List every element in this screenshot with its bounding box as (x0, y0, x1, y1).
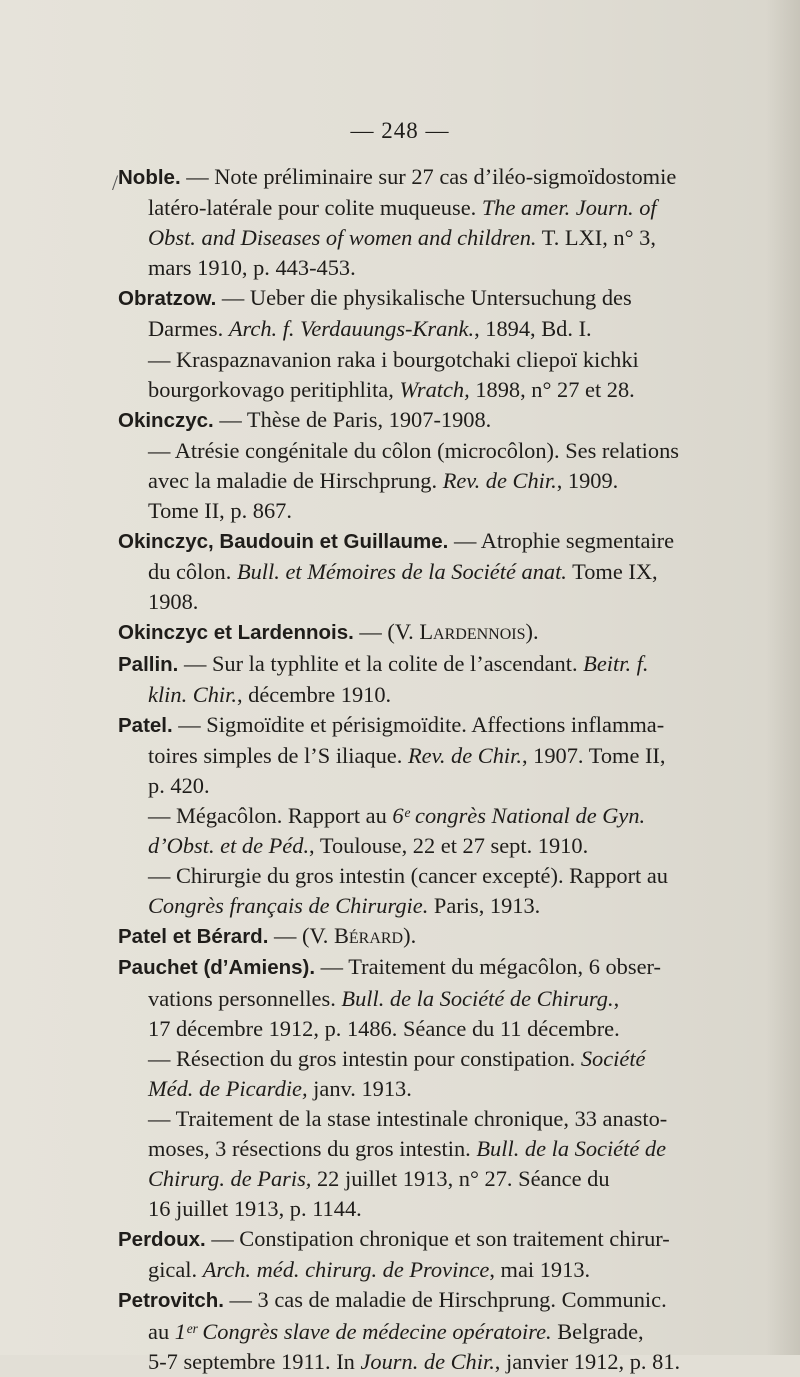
page-number: — 248 — (350, 118, 450, 143)
entry-text: , 1894, Bd. I. (474, 316, 592, 342)
entry-continuation-line (118, 1255, 758, 1285)
author-name: Noble. (118, 166, 181, 189)
entry-text: au (148, 1318, 175, 1344)
entry-text: 17 décembre 1912, p. 1486. Séance du 11 décembre. (148, 1015, 620, 1041)
italic-title: Rev. de Chir. (407, 742, 522, 768)
entry-text: Belgrade, (551, 1318, 644, 1344)
entry-continuation-line (118, 1104, 758, 1134)
margin-pencil-mark: / (112, 170, 119, 195)
entry-text: p. 420. (148, 772, 210, 798)
entry-continuation-line (118, 1347, 758, 1377)
entry-text: 1898, n° 27 et 28. (469, 376, 635, 402)
entry-continuation-line (118, 984, 758, 1014)
entry-continuation-line (118, 466, 758, 496)
entry-continuation-line (118, 1164, 758, 1194)
entry-text: latéro-latérale pour colite muqueuse. (148, 195, 482, 221)
entry-text: , (613, 985, 620, 1011)
italic-title: Wratch, (399, 376, 470, 402)
entry-text: 22 juillet 1913, n° 27. Séance du (311, 1166, 610, 1192)
entry-first-line (118, 1285, 758, 1316)
italic-title: 1ᵉʳ Congrès slave de médecine opératoire. (174, 1318, 552, 1344)
entry-first-line (118, 1224, 758, 1255)
entry-text: — Atrésie congénitale du côlon (microcôlon). Ses relations (148, 437, 680, 463)
italic-title: Bull. et Mémoires de la Société anat. (236, 559, 567, 585)
entry-continuation-line (118, 831, 758, 861)
entry-text: — Kraspaznavanion raka i bourgotchaki cliepoï kichki (148, 346, 639, 372)
entry-continuation-line (118, 223, 758, 253)
italic-title: The amer. Journ. of (481, 195, 657, 221)
entry-text: avec la maladie de Hirschprung. (148, 467, 443, 493)
italic-title: Journ. de Chir. (360, 1348, 495, 1374)
entry-text: 5-7 septembre 1911. In (148, 1348, 361, 1374)
cross-reference: Lardennois (419, 619, 526, 645)
entry-text: , décembre 1910. (236, 681, 392, 707)
entry-first-line (118, 283, 758, 314)
italic-title: d’Obst. et de Péd. (148, 833, 310, 859)
entry-continuation-line (118, 1194, 758, 1224)
italic-title: Arch. méd. chirurg. de Province (202, 1257, 490, 1283)
entry-first-line (118, 405, 758, 436)
cross-reference: Bérard (333, 923, 404, 949)
entry-first-line (118, 617, 758, 648)
entry-text: 16 juillet 1913, p. 1144. (148, 1196, 362, 1222)
entry-text: mars 1910, p. 443-453. (148, 255, 356, 281)
entry-continuation-line (118, 1134, 758, 1164)
italic-title: Obst. and Diseases of women and children. (148, 225, 537, 251)
entry-text: — Chirurgie du gros intestin (cancer excepté). Rapport au (148, 863, 669, 889)
author-name: Okinczyc, Baudouin et Guillaume. (118, 530, 449, 554)
entry-continuation-line (118, 557, 758, 587)
entry-text: du côlon. (148, 559, 237, 585)
entry-continuation-line (118, 253, 758, 283)
author-name: Obratzow. (118, 287, 217, 311)
entry-text: toires simples de l’S iliaque. (148, 742, 408, 768)
entry-continuation-line (118, 1317, 758, 1347)
bibliography-list (118, 162, 758, 1377)
entry-text: — Résection du gros intestin pour constipation. (148, 1045, 581, 1071)
entry-continuation-line (118, 861, 758, 891)
author-name: Pallin. (118, 652, 179, 676)
italic-title: Chirurg. de Paris, (148, 1166, 312, 1192)
entry-text: — Thèse de Paris, 1907-1908. (213, 406, 492, 432)
entry-text: Tome IX, (566, 559, 658, 585)
entry-text: 1908. (148, 589, 199, 615)
entry-first-line (118, 952, 758, 983)
entry-first-line (118, 526, 758, 557)
entry-continuation-line (118, 891, 758, 921)
entry-text: — Constipation chronique et son traitement chirur- (205, 1226, 670, 1252)
entry-text: — Ueber die physikalische Untersuchung des (216, 285, 632, 311)
entry-text: — Sur la typhlite et la colite de l’ascendant. (178, 650, 584, 676)
entry-continuation-line (118, 436, 758, 466)
entry-text: — Traitement du mégacôlon, 6 obser- (315, 954, 661, 980)
entry-text: Paris, 1913. (428, 893, 541, 919)
entry-text: — Atrophie segmentaire (448, 528, 675, 554)
entry-text: — 3 cas de maladie de Hirschprung. Communic. (223, 1287, 667, 1313)
entry-text: Darmes. (148, 316, 229, 342)
entry-continuation-line (118, 345, 758, 375)
italic-title: Rev. de Chir. (442, 467, 557, 493)
entry-first-line (118, 921, 758, 952)
entry-continuation-line (118, 801, 758, 831)
author-name: Okinczyc et Lardennois. (118, 621, 354, 645)
entry-text: , janvier 1912, p. 81. (494, 1348, 681, 1374)
author-name: Okinczyc. (118, 408, 214, 432)
entry-continuation-line (118, 1014, 758, 1044)
entry-text: moses, 3 résections du gros intestin. (148, 1136, 477, 1161)
entry-first-line (118, 162, 758, 193)
entry-continuation-line (118, 375, 758, 405)
author-name: Patel et Bérard. (118, 925, 269, 949)
author-name: Petrovitch. (118, 1289, 224, 1313)
entry-text: , Toulouse, 22 et 27 sept. 1910. (309, 833, 589, 859)
entry-first-line (118, 710, 758, 741)
author-name: Patel. (118, 713, 173, 737)
italic-title: Bull. de la Société de Chirurg. (341, 985, 614, 1011)
entry-continuation-line (118, 1074, 758, 1104)
entry-continuation-line (118, 193, 758, 223)
italic-title: Arch. f. Verdauungs-Krank. (228, 316, 475, 342)
italic-title: Beitr. f. (583, 650, 649, 676)
italic-title: 6ᵉ congrès National de Gyn. (392, 802, 646, 828)
entry-text: — (V. (268, 923, 334, 949)
italic-title: Bull. de la Société de (476, 1136, 667, 1161)
author-name: Pauchet (d’Amiens). (118, 956, 316, 980)
entry-text: ). (525, 619, 539, 645)
entry-continuation-line (118, 680, 758, 710)
author-name: Perdoux. (118, 1228, 206, 1252)
entry-text: — Sigmoïdite et périsigmoïdite. Affections inflamma- (172, 711, 665, 737)
entry-text: — Mégacôlon. Rapport au (148, 802, 393, 828)
entry-text: bourgorkovago peritiphlita, (148, 376, 400, 402)
entry-text: , 1907. Tome II, (521, 742, 666, 768)
entry-continuation-line (118, 496, 758, 526)
italic-title: Congrès français de Chirurgie. (148, 893, 429, 919)
entry-first-line (118, 649, 758, 680)
entry-text: gical. (148, 1257, 203, 1283)
entry-continuation-line (118, 741, 758, 771)
italic-title: klin. Chir. (148, 681, 237, 707)
entry-continuation-line (118, 314, 758, 344)
entry-text: — (V. (353, 619, 420, 645)
entry-text: Tome II, p. 867. (148, 498, 292, 524)
entry-text: , mai 1913. (489, 1257, 591, 1283)
entry-text: — Note préliminaire sur 27 cas d’iléo-sigmoïdostomie (180, 164, 677, 189)
entry-text: janv. 1913. (307, 1075, 412, 1101)
entry-text: ). (403, 923, 417, 949)
entry-continuation-line (118, 587, 758, 617)
entry-text: T. LXI, n° 3, (536, 225, 656, 251)
entry-text: — Traitement de la stase intestinale chronique, 33 anasto- (148, 1105, 668, 1131)
entry-text: , 1909. (556, 467, 619, 493)
entry-continuation-line (118, 771, 758, 801)
page-edge-shadow (766, 0, 800, 1355)
entry-continuation-line (118, 1044, 758, 1074)
italic-title: Société (580, 1045, 646, 1071)
entry-text: vations personnelles. (148, 985, 342, 1011)
italic-title: Méd. de Picardie, (148, 1075, 308, 1101)
